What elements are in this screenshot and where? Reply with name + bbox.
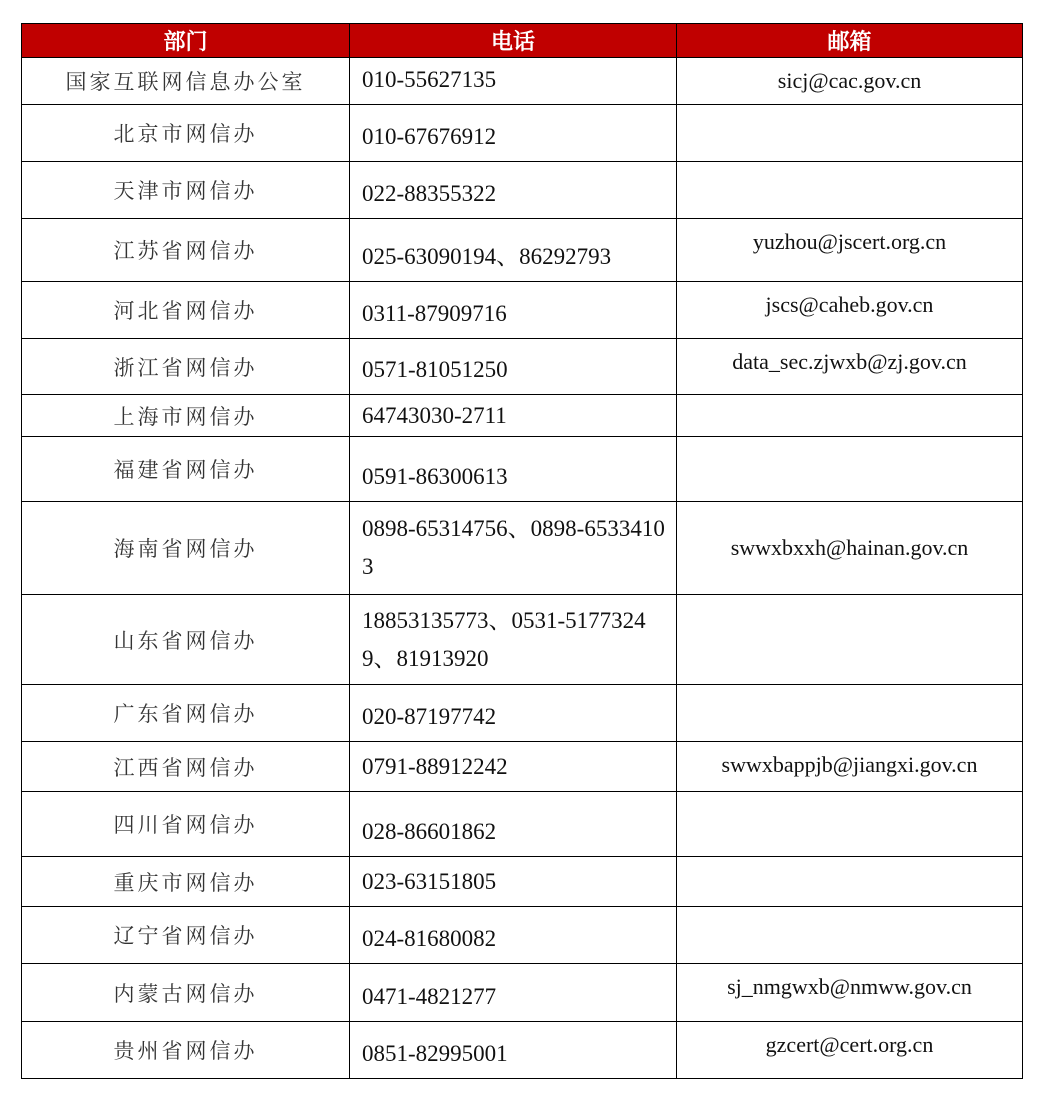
department-cell: 海南省网信办 [22, 502, 350, 595]
department-cell: 国家互联网信息办公室 [22, 58, 350, 105]
department-cell: 贵州省网信办 [22, 1022, 350, 1079]
email-cell: jscs@caheb.gov.cn [677, 282, 1023, 339]
phone-cell: 0898-65314756、0898-65334103 [350, 502, 677, 595]
phone-cell: 010-55627135 [350, 58, 677, 105]
table-row [22, 857, 1023, 907]
department-cell: 河北省网信办 [22, 282, 350, 339]
department-cell: 山东省网信办 [22, 595, 350, 685]
table-row [22, 1022, 1023, 1079]
phone-cell: 024-81680082 [350, 907, 677, 964]
phone-cell: 0571-81051250 [350, 339, 677, 395]
table-row [22, 685, 1023, 742]
phone-cell: 023-63151805 [350, 857, 677, 907]
department-cell: 江苏省网信办 [22, 219, 350, 282]
phone-cell: 0851-82995001 [350, 1022, 677, 1079]
table-row [22, 58, 1023, 105]
table-row [22, 162, 1023, 219]
department-cell: 浙江省网信办 [22, 339, 350, 395]
department-cell: 江西省网信办 [22, 742, 350, 792]
table-row [22, 502, 1023, 595]
email-cell [677, 162, 1023, 219]
phone-cell: 020-87197742 [350, 685, 677, 742]
table-row [22, 395, 1023, 437]
department-cell: 重庆市网信办 [22, 857, 350, 907]
email-cell [677, 437, 1023, 502]
phone-cell: 025-63090194、86292793 [350, 219, 677, 282]
department-cell: 辽宁省网信办 [22, 907, 350, 964]
email-cell [677, 395, 1023, 437]
email-cell [677, 595, 1023, 685]
department-cell: 上海市网信办 [22, 395, 350, 437]
email-cell: swwxbappjb@jiangxi.gov.cn [677, 742, 1023, 792]
department-cell: 天津市网信办 [22, 162, 350, 219]
department-cell: 四川省网信办 [22, 792, 350, 857]
contacts-table [21, 23, 1023, 1079]
department-cell: 内蒙古网信办 [22, 964, 350, 1022]
department-cell: 北京市网信办 [22, 105, 350, 162]
phone-cell: 64743030-2711 [350, 395, 677, 437]
table-row [22, 742, 1023, 792]
table-row [22, 964, 1023, 1022]
phone-cell: 0471-4821277 [350, 964, 677, 1022]
header-email: 邮箱 [677, 24, 1023, 58]
phone-cell: 0591-86300613 [350, 437, 677, 502]
email-cell: gzcert@cert.org.cn [677, 1022, 1023, 1079]
header-phone: 电话 [350, 24, 677, 58]
email-cell: yuzhou@jscert.org.cn [677, 219, 1023, 282]
table-row [22, 339, 1023, 395]
email-cell: data_sec.zjwxb@zj.gov.cn [677, 339, 1023, 395]
table-row [22, 595, 1023, 685]
phone-cell: 028-86601862 [350, 792, 677, 857]
table-row [22, 907, 1023, 964]
email-cell [677, 685, 1023, 742]
email-cell: sj_nmgwxb@nmww.gov.cn [677, 964, 1023, 1022]
table-row [22, 437, 1023, 502]
department-cell: 福建省网信办 [22, 437, 350, 502]
table-row [22, 282, 1023, 339]
phone-cell: 022-88355322 [350, 162, 677, 219]
email-cell: swwxbxxh@hainan.gov.cn [677, 502, 1023, 595]
phone-cell: 0791-88912242 [350, 742, 677, 792]
email-cell [677, 857, 1023, 907]
table-row [22, 792, 1023, 857]
email-cell: sicj@cac.gov.cn [677, 58, 1023, 105]
phone-cell: 010-67676912 [350, 105, 677, 162]
phone-cell: 18853135773、0531-51773249、81913920 [350, 595, 677, 685]
header-department: 部门 [22, 24, 350, 58]
table-row [22, 105, 1023, 162]
department-cell: 广东省网信办 [22, 685, 350, 742]
phone-cell: 0311-87909716 [350, 282, 677, 339]
email-cell [677, 792, 1023, 857]
email-cell [677, 907, 1023, 964]
table-row [22, 219, 1023, 282]
table-header-row [22, 24, 1023, 58]
email-cell [677, 105, 1023, 162]
